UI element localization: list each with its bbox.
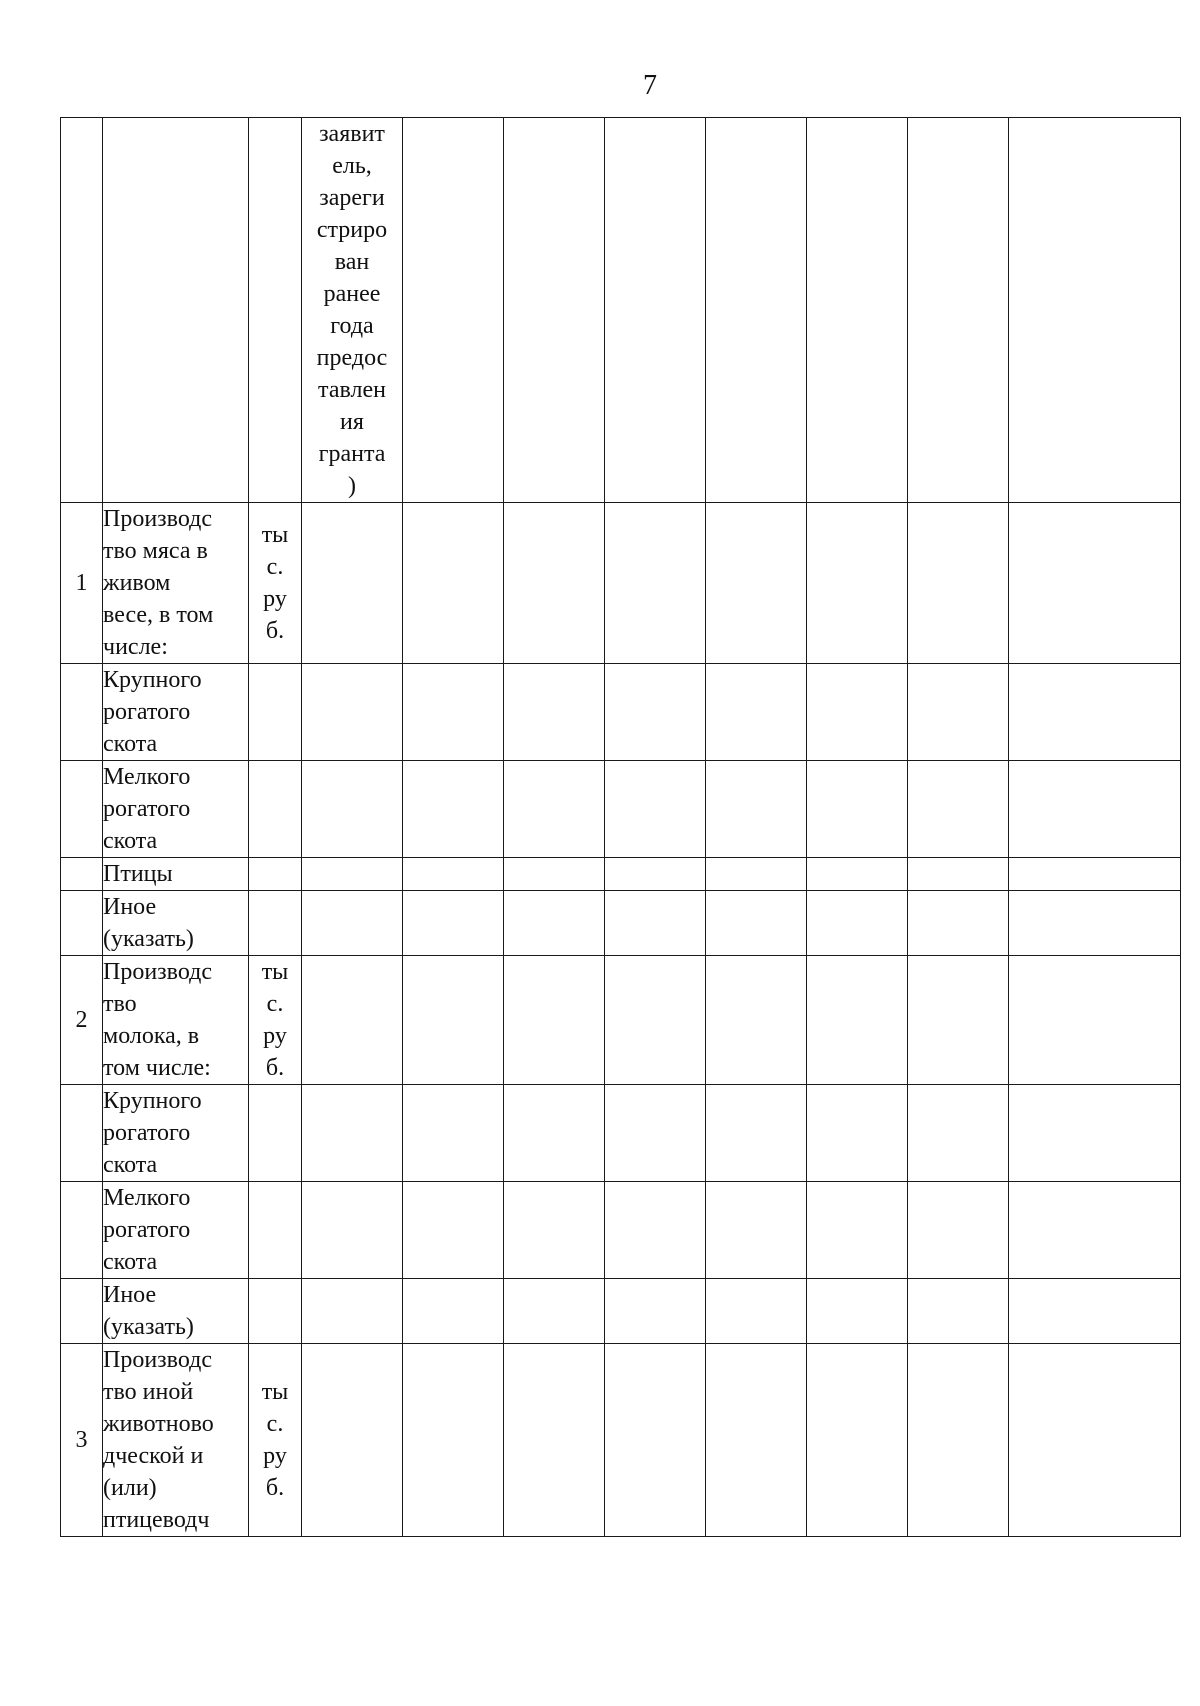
table-cell xyxy=(807,1182,908,1279)
table-row xyxy=(61,503,1181,664)
table-cell xyxy=(1009,118,1181,503)
row-unit xyxy=(249,761,302,858)
indicator-name-line: скота xyxy=(103,1249,158,1275)
table-row xyxy=(61,761,1181,858)
header-cell-num xyxy=(61,118,103,503)
header-line: гранта xyxy=(318,441,386,467)
table-cell xyxy=(807,503,908,664)
table-cell xyxy=(908,761,1009,858)
table-row xyxy=(61,956,1181,1085)
row-unit xyxy=(249,1344,302,1537)
table-cell xyxy=(302,1085,403,1182)
header-line: ранее xyxy=(323,281,381,307)
table-cell xyxy=(706,761,807,858)
indicator-name-line: Производс xyxy=(103,959,212,985)
indicator-name-line: живом xyxy=(103,570,171,596)
table-cell xyxy=(1009,891,1181,956)
table-cell xyxy=(302,956,403,1085)
row-number xyxy=(61,891,103,956)
table-header-row xyxy=(61,118,1181,503)
table-cell xyxy=(706,1085,807,1182)
unit-line: с. xyxy=(266,991,284,1017)
table-cell xyxy=(1009,1279,1181,1344)
indicator-name-line: том числе: xyxy=(103,1055,211,1081)
table-cell xyxy=(605,118,706,503)
table-cell xyxy=(605,891,706,956)
table-cell xyxy=(1009,858,1181,891)
table-cell xyxy=(302,858,403,891)
table-cell xyxy=(807,858,908,891)
table-cell xyxy=(706,503,807,664)
row-unit xyxy=(249,891,302,956)
table-cell xyxy=(403,1344,504,1537)
unit-line: ты xyxy=(261,522,289,548)
row-number xyxy=(61,761,103,858)
table-cell xyxy=(403,1182,504,1279)
header-line: ван xyxy=(334,249,370,275)
table-row xyxy=(61,1085,1181,1182)
table-cell xyxy=(302,503,403,664)
unit-line: ты xyxy=(261,959,289,985)
table-cell xyxy=(1009,1344,1181,1537)
row-indicator-name xyxy=(103,1182,249,1279)
row-unit xyxy=(249,858,302,891)
page-number: 7 xyxy=(643,70,657,101)
header-line: ель, xyxy=(332,153,372,179)
table-cell xyxy=(706,1344,807,1537)
header-line: года xyxy=(330,313,374,339)
indicator-name-line: весе, в том xyxy=(103,602,214,628)
indicator-name-line: рогатого xyxy=(103,1120,191,1146)
table-cell xyxy=(504,858,605,891)
header-line: предос xyxy=(316,345,388,371)
row-number xyxy=(61,858,103,891)
table-cell xyxy=(908,1344,1009,1537)
table-cell xyxy=(908,118,1009,503)
table-cell xyxy=(706,858,807,891)
row-unit xyxy=(249,1279,302,1344)
table-cell xyxy=(1009,664,1181,761)
row-unit xyxy=(249,503,302,664)
header-cell-name xyxy=(103,118,249,503)
table-cell xyxy=(807,891,908,956)
table-cell xyxy=(403,503,504,664)
table-cell xyxy=(403,664,504,761)
unit-line: ру xyxy=(263,586,287,612)
table-cell xyxy=(504,891,605,956)
table-cell xyxy=(605,503,706,664)
table-cell xyxy=(908,1085,1009,1182)
table-cell xyxy=(504,503,605,664)
unit-line: б. xyxy=(265,1055,285,1081)
indicator-name-line: Производс xyxy=(103,1347,212,1373)
unit-line: б. xyxy=(265,1475,285,1501)
table-cell xyxy=(302,761,403,858)
table-cell xyxy=(504,1279,605,1344)
table-body xyxy=(61,118,1181,1537)
table-cell xyxy=(706,664,807,761)
indicator-name-line: Крупного xyxy=(103,1088,202,1114)
header-line: ) xyxy=(348,473,356,499)
table-row xyxy=(61,858,1181,891)
table-cell xyxy=(605,761,706,858)
table-cell xyxy=(807,761,908,858)
row-indicator-name xyxy=(103,1344,249,1537)
indicator-name-line: Иное xyxy=(103,1282,157,1308)
table-row xyxy=(61,1182,1181,1279)
table-cell xyxy=(908,503,1009,664)
indicator-name-line: рогатого xyxy=(103,1217,191,1243)
table-cell xyxy=(605,1279,706,1344)
header-line: зареги xyxy=(319,185,385,211)
table-cell xyxy=(807,1085,908,1182)
table-cell xyxy=(504,1182,605,1279)
row-number xyxy=(61,1085,103,1182)
unit-line: ты xyxy=(261,1379,289,1405)
row-unit xyxy=(249,664,302,761)
indicator-name-line: Мелкого xyxy=(103,1185,191,1211)
indicator-name-line: скота xyxy=(103,828,158,854)
table-cell xyxy=(706,118,807,503)
row-unit xyxy=(249,1085,302,1182)
table-cell xyxy=(908,891,1009,956)
table-cell xyxy=(504,761,605,858)
indicator-name-line: скота xyxy=(103,731,158,757)
table-row xyxy=(61,891,1181,956)
row-indicator-name xyxy=(103,891,249,956)
table-cell xyxy=(1009,956,1181,1085)
unit-line: б. xyxy=(265,618,285,644)
indicator-name-line: животново xyxy=(103,1411,214,1437)
table-cell xyxy=(908,956,1009,1085)
table-cell xyxy=(504,956,605,1085)
table-cell xyxy=(302,1344,403,1537)
row-indicator-name xyxy=(103,858,249,891)
row-indicator-name xyxy=(103,503,249,664)
table-cell xyxy=(403,858,504,891)
header-cell-unit xyxy=(249,118,302,503)
indicator-name-line: скота xyxy=(103,1152,158,1178)
indicator-name-line: Крупного xyxy=(103,667,202,693)
table-row xyxy=(61,664,1181,761)
header-cell-registration-note xyxy=(302,118,403,503)
table-cell xyxy=(605,664,706,761)
row-number: 2 xyxy=(61,956,103,1085)
table-cell xyxy=(302,664,403,761)
table-cell xyxy=(403,956,504,1085)
row-unit xyxy=(249,956,302,1085)
row-indicator-name xyxy=(103,761,249,858)
table-cell xyxy=(605,1182,706,1279)
row-unit xyxy=(249,1182,302,1279)
table-cell xyxy=(1009,1182,1181,1279)
indicator-name-line: тво xyxy=(103,991,137,1017)
table-cell xyxy=(807,664,908,761)
table-cell xyxy=(706,891,807,956)
table-cell xyxy=(504,118,605,503)
row-number xyxy=(61,1279,103,1344)
indicator-name-line: дческой и xyxy=(103,1443,204,1469)
table-cell xyxy=(504,1085,605,1182)
row-indicator-name xyxy=(103,1279,249,1344)
indicator-name-line: (или) xyxy=(103,1475,157,1501)
indicator-name-line: (указать) xyxy=(103,926,194,952)
indicator-name-line: рогатого xyxy=(103,796,191,822)
row-number xyxy=(61,1182,103,1279)
table-cell xyxy=(403,761,504,858)
indicator-name-line: тво мяса в xyxy=(103,538,208,564)
indicator-name-line: Производс xyxy=(103,506,212,532)
table-cell xyxy=(302,1279,403,1344)
row-number: 3 xyxy=(61,1344,103,1537)
table-cell xyxy=(1009,1085,1181,1182)
indicator-name-line: тво иной xyxy=(103,1379,194,1405)
table-cell xyxy=(302,1182,403,1279)
row-indicator-name xyxy=(103,664,249,761)
row-number xyxy=(61,664,103,761)
indicator-name-line: Мелкого xyxy=(103,764,191,790)
unit-line: ру xyxy=(263,1443,287,1469)
row-indicator-name xyxy=(103,956,249,1085)
header-line: заявит xyxy=(319,121,385,147)
header-line: ия xyxy=(340,409,364,435)
table-cell xyxy=(908,664,1009,761)
indicator-name-line: рогатого xyxy=(103,699,191,725)
table-cell xyxy=(908,1279,1009,1344)
table-cell xyxy=(605,858,706,891)
table-cell xyxy=(403,891,504,956)
unit-line: с. xyxy=(266,554,284,580)
table-cell xyxy=(1009,761,1181,858)
table-row xyxy=(61,1279,1181,1344)
table-cell xyxy=(302,891,403,956)
table-cell xyxy=(807,956,908,1085)
row-number: 1 xyxy=(61,503,103,664)
table-cell xyxy=(908,858,1009,891)
indicator-name-line: Иное xyxy=(103,894,157,920)
row-indicator-name xyxy=(103,1085,249,1182)
header-line: стриро xyxy=(316,217,388,243)
indicator-name-line: Птицы xyxy=(103,861,173,887)
header-line: тавлен xyxy=(318,377,386,403)
unit-line: ру xyxy=(263,1023,287,1049)
table-cell xyxy=(706,1279,807,1344)
table-cell xyxy=(504,664,605,761)
data-table xyxy=(60,117,1181,1537)
table-cell xyxy=(706,1182,807,1279)
table-row xyxy=(61,1344,1181,1537)
table-cell xyxy=(1009,503,1181,664)
table-cell xyxy=(807,118,908,503)
table-cell xyxy=(807,1344,908,1537)
indicator-name-line: (указать) xyxy=(103,1314,194,1340)
table-cell xyxy=(605,1085,706,1182)
indicator-name-line: числе: xyxy=(103,634,168,660)
table-cell xyxy=(403,1085,504,1182)
table-cell xyxy=(706,956,807,1085)
indicator-name-line: молока, в xyxy=(103,1023,200,1049)
unit-line: с. xyxy=(266,1411,284,1437)
table-cell xyxy=(605,1344,706,1537)
table-cell xyxy=(605,956,706,1085)
table-cell xyxy=(403,118,504,503)
table-cell xyxy=(504,1344,605,1537)
table-cell xyxy=(807,1279,908,1344)
table-cell xyxy=(908,1182,1009,1279)
indicator-name-line: птицеводч xyxy=(103,1507,210,1533)
table-cell xyxy=(403,1279,504,1344)
